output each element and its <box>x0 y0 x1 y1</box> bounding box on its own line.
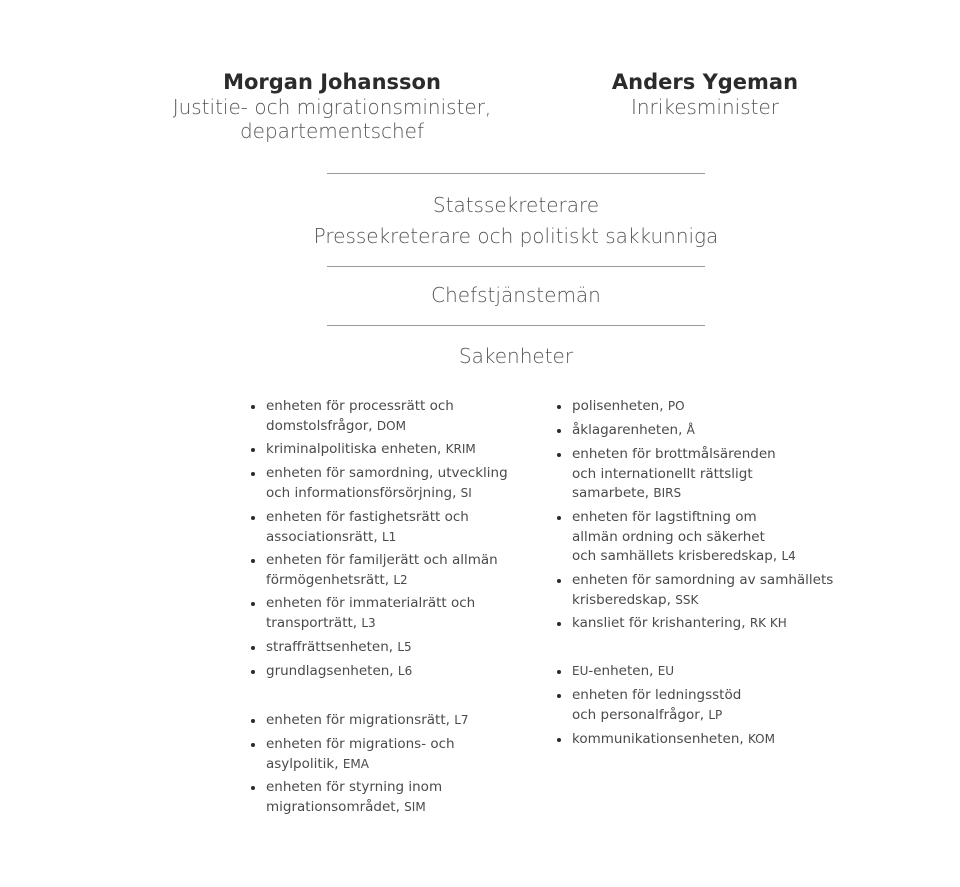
minister-title: departementschef <box>239 119 425 144</box>
chief-officials-label: Chefstjänstemän <box>431 283 601 307</box>
minister-title: Justitie- och migrationsminister, <box>172 95 492 120</box>
divider <box>327 173 705 174</box>
list-item: enheten för familjerätt och allmän förmögenhetsrätt, L2 <box>250 551 530 590</box>
list-item: kommunikationsenheten, KOM <box>556 730 836 750</box>
list-item: enheten för migrations- och asylpolitik, EMA <box>250 735 530 774</box>
divider <box>327 266 705 267</box>
list-item: enheten för fastighetsrätt och associationsrätt, L1 <box>250 508 530 547</box>
list-item: enheten för immaterialrätt och transporträtt, L3 <box>250 594 530 633</box>
list-item: kriminalpolitiska enheten, KRIM <box>250 440 530 460</box>
minister-right <box>596 70 814 119</box>
list-item: enheten för styrning inom migrationsområdet, SIM <box>250 778 530 817</box>
list-item: EU-enheten, EU <box>556 662 836 682</box>
divider <box>327 325 705 326</box>
minister-name: Morgan Johansson <box>223 70 441 94</box>
minister-left <box>168 70 496 143</box>
units-heading: Sakenheter <box>458 344 574 368</box>
list-item: åklagarenheten, Å <box>556 421 836 441</box>
list-item: kansliet för krishantering, RK KH <box>556 614 836 634</box>
list-item: enheten för ledningsstöd och personalfrågor, LP <box>556 686 836 725</box>
list-item: polisenheten, PO <box>556 397 836 417</box>
press-secretaries-label: Pressekreterare och politiskt sakkunniga <box>313 224 719 248</box>
list-item: enheten för brottmålsärenden och internationellt rättsligt samarbete, BIRS <box>556 445 836 504</box>
list-item: enheten för processrätt och domstolsfrågor, DOM <box>250 397 530 436</box>
list-item: enheten för migrationsrätt, L7 <box>250 711 530 731</box>
minister-name: Anders Ygeman <box>611 70 799 94</box>
list-item: grundlagsenheten, L6 <box>250 662 530 682</box>
list-item: straffrättsenheten, L5 <box>250 638 530 658</box>
list-item: enheten för samordning av samhällets krisberedskap, SSK <box>556 571 836 610</box>
list-item: enheten för lagstiftning om allmän ordning och säkerhet och samhällets krisberedskap, L4 <box>556 508 836 567</box>
state-secretaries-label: Statssekreterare <box>432 193 600 217</box>
minister-title: Inrikesminister <box>630 95 779 120</box>
list-item: enheten för samordning, utveckling och informationsförsörjning, SI <box>250 464 530 503</box>
